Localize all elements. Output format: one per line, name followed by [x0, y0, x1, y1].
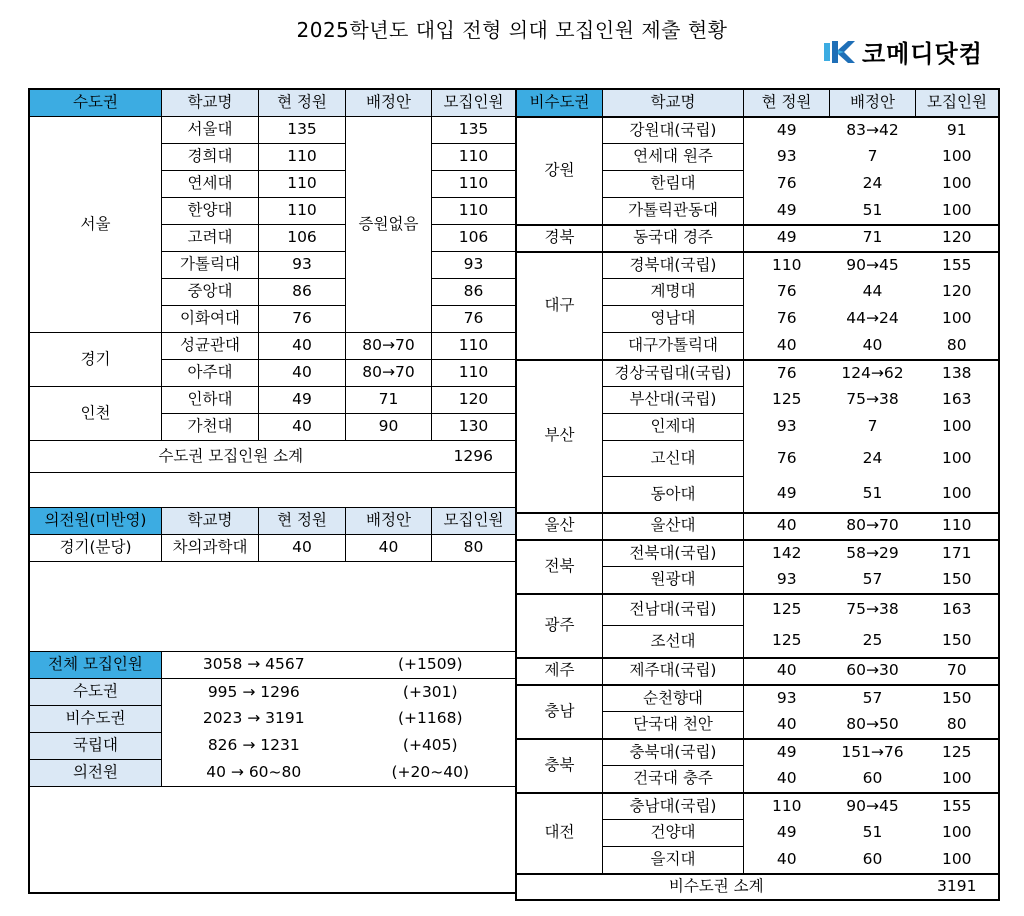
region-label: 제주 [517, 658, 603, 685]
column-header: 현 정원 [259, 90, 346, 117]
current-quota: 110 [259, 198, 346, 225]
recruit-total: 100 [916, 198, 999, 225]
allocation-plan: 80→70 [346, 360, 432, 387]
subtotal-value: 1296 [432, 441, 516, 473]
region-label: 대구 [517, 252, 603, 360]
school-name: 을지대 [603, 847, 744, 874]
header-row [30, 90, 516, 117]
school-name: 가톨릭대 [162, 252, 259, 279]
table-row [517, 513, 999, 540]
school-name: 고려대 [162, 225, 259, 252]
table-row [517, 252, 999, 279]
current-quota: 76 [776, 282, 797, 301]
recruit-total: 100 [916, 766, 999, 793]
non-capital-area-table [516, 89, 999, 900]
region-label: 경기 [30, 333, 162, 387]
current-quota: 110 [744, 793, 830, 820]
current-quota: 40 [776, 768, 797, 787]
region-label: 광주 [517, 594, 603, 658]
current-quota: 93 [776, 417, 797, 436]
school-name: 연세대 [162, 171, 259, 198]
table-row [30, 117, 516, 144]
allocation-plan: 80→70 [346, 333, 432, 360]
school-name: 건양대 [603, 820, 744, 847]
current-quota: 49 [744, 225, 830, 252]
recruit-total: 150 [916, 567, 999, 594]
recruit-total: 110 [432, 144, 516, 171]
allocation-plan: 60→30 [830, 658, 916, 685]
current-quota: 49 [259, 387, 346, 414]
column-header: 배정안 [346, 90, 432, 117]
school-name: 전북대(국립) [603, 540, 744, 567]
recruit-total: 100 [916, 171, 999, 198]
recruit-total: 163 [916, 387, 999, 414]
current-quota: 125 [771, 390, 802, 409]
recruit-total: 138 [916, 360, 999, 387]
subtotal-value: 3191 [916, 874, 999, 900]
current-quota: 110 [259, 144, 346, 171]
pending-current: 40 [259, 535, 346, 562]
region-label: 대전 [517, 793, 603, 874]
allocation-plan: 58→29 [830, 540, 916, 567]
recruit-total: 163 [916, 594, 999, 626]
pending-header: 의전원(미반영) [30, 508, 162, 535]
recruit-total: 110 [432, 171, 516, 198]
recruit-total: 76 [432, 306, 516, 333]
allocation-plan: 80→50 [846, 714, 899, 733]
school-name: 충남대(국립) [603, 793, 744, 820]
allocation-plan: 124→62 [830, 360, 916, 387]
school-name: 단국대 천안 [603, 712, 744, 739]
current-quota: 40 [776, 335, 797, 354]
school-name: 충북대(국립) [603, 739, 744, 766]
school-name: 강원대(국립) [603, 117, 744, 144]
school-name: 경북대(국립) [603, 252, 744, 279]
recruit-total: 100 [916, 414, 999, 441]
region-header: 수도권 [30, 90, 162, 117]
spacer-cell [30, 562, 516, 652]
table-row [30, 535, 516, 562]
recruit-total: 130 [432, 414, 516, 441]
allocation-plan: 60 [862, 768, 883, 787]
current-quota: 125 [771, 631, 802, 650]
column-header: 학교명 [603, 90, 744, 117]
capital-area-table [29, 89, 516, 893]
region-header: 비수도권 [517, 90, 603, 117]
allocation-plan: 90→45 [830, 252, 916, 279]
column-header: 현 정원 [259, 508, 346, 535]
allocation-plan: 7 [867, 147, 878, 166]
school-name: 동아대 [603, 477, 744, 513]
current-quota: 40 [744, 513, 830, 540]
current-quota: 49 [776, 484, 797, 503]
current-quota: 110 [259, 171, 346, 198]
recruit-total: 80 [916, 333, 999, 360]
recruit-total: 125 [916, 739, 999, 766]
school-name: 인제대 [603, 414, 744, 441]
allocation-plan: 71 [346, 387, 432, 414]
current-quota: 135 [259, 117, 346, 144]
school-name: 중앙대 [162, 279, 259, 306]
recruit-total: 110 [432, 333, 516, 360]
summary-diff: (+405) [346, 733, 516, 760]
header-row [30, 508, 516, 535]
school-name: 가천대 [162, 414, 259, 441]
current-quota: 76 [744, 360, 830, 387]
current-quota: 93 [776, 147, 797, 166]
current-quota: 40 [259, 360, 346, 387]
summary-range: 40 → 60~80 [162, 760, 346, 787]
allocation-plan: 24 [862, 174, 883, 193]
summary-label: 수도권 [30, 679, 162, 706]
allocation-plan: 44 [862, 282, 883, 301]
allocation-plan: 7 [867, 417, 878, 436]
table-row [517, 117, 999, 144]
allocation-plan: 90 [346, 414, 432, 441]
recruit-total: 106 [432, 225, 516, 252]
logo-text: 코메디닷컴 [862, 40, 983, 68]
current-quota: 76 [259, 306, 346, 333]
current-quota: 40 [744, 658, 830, 685]
summary-range: 2023 → 3191 [162, 706, 346, 733]
allocation-plan: 80→70 [830, 513, 916, 540]
column-header: 모집인원 [432, 90, 516, 117]
allocation-plan: 25 [862, 631, 883, 650]
school-name: 연세대 원주 [603, 144, 744, 171]
current-quota: 106 [259, 225, 346, 252]
current-quota: 76 [776, 448, 797, 467]
header-row [517, 90, 999, 117]
school-name: 계명대 [603, 279, 744, 306]
school-name: 제주대(국립) [603, 658, 744, 685]
school-name: 건국대 충주 [603, 766, 744, 793]
current-quota: 40 [259, 414, 346, 441]
recruit-total: 70 [916, 658, 999, 685]
school-name: 서울대 [162, 117, 259, 144]
brand-logo [822, 34, 983, 69]
summary-range: 995 → 1296 [162, 679, 346, 706]
recruit-total: 135 [432, 117, 516, 144]
recruit-total: 100 [916, 820, 999, 847]
allocation-plan: 57 [862, 569, 883, 588]
school-name: 가톨릭관동대 [603, 198, 744, 225]
allocation-plan: 57 [830, 685, 916, 712]
current-quota: 93 [776, 569, 797, 588]
school-name: 전남대(국립) [603, 594, 744, 626]
page-title: 2025학년도 대입 전형 의대 모집인원 제출 현황 [296, 18, 728, 42]
allocation-plan: 151→76 [830, 739, 916, 766]
table-row [30, 333, 516, 360]
summary-label: 국립대 [30, 733, 162, 760]
summary-row [30, 706, 516, 733]
school-name: 이화여대 [162, 306, 259, 333]
region-label: 서울 [30, 117, 162, 333]
summary-header-row [30, 652, 516, 679]
current-quota: 40 [776, 714, 797, 733]
summary-label: 비수도권 [30, 706, 162, 733]
subtotal-row [30, 441, 516, 473]
recruit-total: 100 [916, 306, 999, 333]
current-quota: 40 [259, 333, 346, 360]
allocation-plan: 75→38 [830, 594, 916, 626]
spacer-cell [30, 473, 516, 508]
spacer-row [30, 787, 516, 893]
school-name: 한림대 [603, 171, 744, 198]
recruit-total: 155 [916, 252, 999, 279]
school-name: 영남대 [603, 306, 744, 333]
recruit-total: 100 [916, 847, 999, 874]
table-row [517, 594, 999, 626]
summary-row [30, 679, 516, 706]
column-header: 배정안 [346, 508, 432, 535]
recruit-total: 150 [916, 626, 999, 658]
table-row [517, 658, 999, 685]
column-header: 모집인원 [432, 508, 516, 535]
region-label: 부산 [517, 360, 603, 513]
column-header: 학교명 [162, 90, 259, 117]
current-quota: 49 [776, 823, 797, 842]
region-label: 인천 [30, 387, 162, 441]
column-header: 학교명 [162, 508, 259, 535]
allocation-plan: 51 [862, 823, 883, 842]
current-quota: 93 [259, 252, 346, 279]
table-row [517, 685, 999, 712]
school-name: 부산대(국립) [603, 387, 744, 414]
allocation-plan: 24 [862, 448, 883, 467]
pending-plan: 40 [346, 535, 432, 562]
spacer-row [30, 473, 516, 508]
recruit-total: 110 [432, 198, 516, 225]
summary-diff: (+1509) [346, 652, 516, 679]
school-name: 울산대 [603, 513, 744, 540]
school-name: 한양대 [162, 198, 259, 225]
allocation-plan: 40 [862, 335, 883, 354]
summary-diff: (+1168) [346, 706, 516, 733]
current-quota: 76 [776, 174, 797, 193]
summary-label: 의전원 [30, 760, 162, 787]
allocation-plan: 51 [862, 484, 883, 503]
school-name: 경상국립대(국립) [603, 360, 744, 387]
summary-row [30, 760, 516, 787]
current-quota: 86 [259, 279, 346, 306]
summary-range: 3058 → 4567 [162, 652, 346, 679]
table-row [517, 360, 999, 387]
current-quota: 49 [744, 739, 830, 766]
region-label: 경북 [517, 225, 603, 252]
school-name: 순천향대 [603, 685, 744, 712]
school-name: 대구가톨릭대 [603, 333, 744, 360]
spacer-row [30, 562, 516, 652]
summary-range: 826 → 1231 [162, 733, 346, 760]
school-name: 원광대 [603, 567, 744, 594]
recruit-total: 100 [916, 441, 999, 477]
allocation-plan: 75→38 [846, 390, 899, 409]
school-name: 아주대 [162, 360, 259, 387]
column-header: 모집인원 [916, 90, 999, 117]
current-quota: 49 [776, 200, 797, 219]
recruit-total: 171 [916, 540, 999, 567]
komedi-logo-icon [822, 35, 856, 69]
region-label: 울산 [517, 513, 603, 540]
school-name: 고신대 [603, 441, 744, 477]
subtotal-row [517, 874, 999, 900]
allocation-plan: 83→42 [830, 117, 916, 144]
recruit-total: 110 [432, 360, 516, 387]
pending-total: 80 [432, 535, 516, 562]
allocation-plan: 44→24 [846, 309, 899, 328]
pending-region: 경기(분당) [30, 535, 162, 562]
spacer-cell [30, 787, 516, 893]
recruit-total: 100 [916, 477, 999, 513]
school-name: 인하대 [162, 387, 259, 414]
pending-school: 차의과학대 [162, 535, 259, 562]
summary-diff: (+20~40) [346, 760, 516, 787]
recruit-total: 91 [916, 117, 999, 144]
table-row [30, 387, 516, 414]
table-row [517, 793, 999, 820]
column-header: 현 정원 [744, 90, 830, 117]
recruit-total: 155 [916, 793, 999, 820]
recruit-total: 120 [432, 387, 516, 414]
recruit-total: 80 [916, 712, 999, 739]
summary-diff: (+301) [346, 679, 516, 706]
current-quota: 125 [744, 594, 830, 626]
school-name: 조선대 [603, 626, 744, 658]
subtotal-label: 수도권 모집인원 소계 [30, 441, 432, 473]
table-row [517, 225, 999, 252]
allocation-plan: 60 [862, 849, 883, 868]
recruit-total: 93 [432, 252, 516, 279]
region-label: 충북 [517, 739, 603, 793]
recruit-total: 150 [916, 685, 999, 712]
current-quota: 93 [744, 685, 830, 712]
allocation-plan: 90→45 [830, 793, 916, 820]
current-quota: 49 [744, 117, 830, 144]
no-increase-label: 증원없음 [346, 117, 432, 333]
table-row [517, 739, 999, 766]
school-name: 동국대 경주 [603, 225, 744, 252]
recruit-total: 86 [432, 279, 516, 306]
allocation-plan: 71 [830, 225, 916, 252]
school-name: 경희대 [162, 144, 259, 171]
region-label: 충남 [517, 685, 603, 739]
school-name: 성균관대 [162, 333, 259, 360]
region-label: 강원 [517, 117, 603, 225]
subtotal-label: 비수도권 소계 [517, 874, 916, 900]
recruit-total: 110 [916, 513, 999, 540]
allocation-plan: 51 [862, 200, 883, 219]
recruit-total: 120 [916, 279, 999, 306]
summary-row [30, 733, 516, 760]
current-quota: 76 [776, 309, 797, 328]
current-quota: 110 [744, 252, 830, 279]
recruit-total: 100 [916, 144, 999, 171]
current-quota: 142 [744, 540, 830, 567]
current-quota: 40 [776, 849, 797, 868]
column-header: 배정안 [830, 90, 916, 117]
recruit-total: 120 [916, 225, 999, 252]
table-row [517, 540, 999, 567]
summary-header: 전체 모집인원 [30, 652, 162, 679]
region-label: 전북 [517, 540, 603, 594]
